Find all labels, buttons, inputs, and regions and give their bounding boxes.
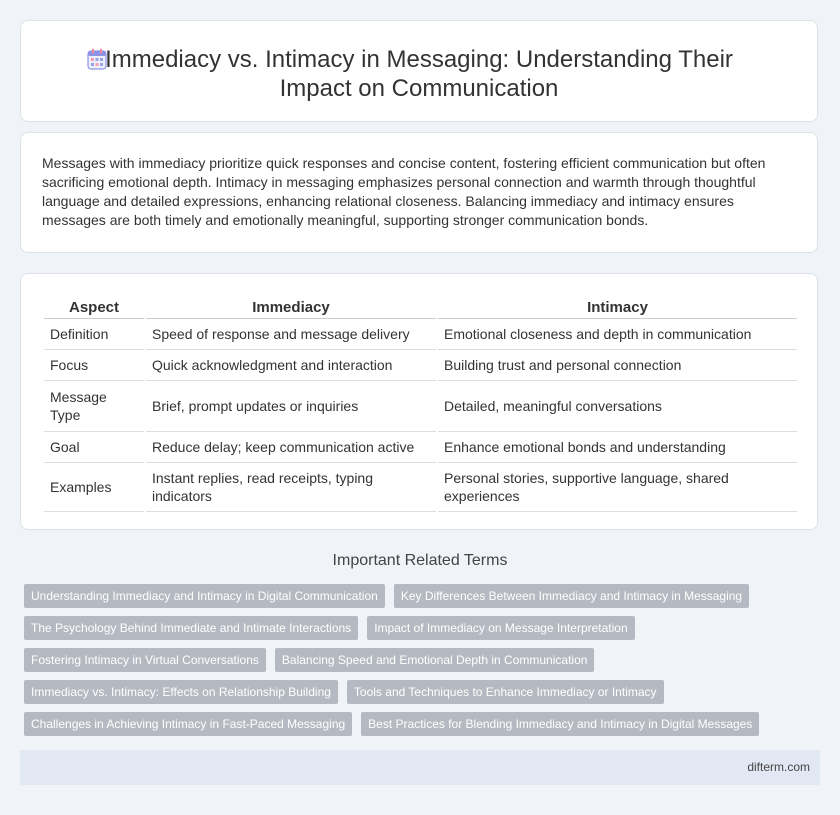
cell-intimacy: Enhance emotional bonds and understanding <box>438 432 797 463</box>
cell-intimacy: Personal stories, supportive language, shared experiences <box>438 463 797 512</box>
header-immediacy: Immediacy <box>146 296 436 319</box>
footer-site-link[interactable]: difterm.com <box>747 760 810 774</box>
intro-card <box>20 132 818 253</box>
cell-aspect: Examples <box>44 463 144 512</box>
related-term-tag[interactable]: Challenges in Achieving Intimacy in Fast-Paced Messaging <box>24 712 352 736</box>
related-terms-list <box>24 584 804 744</box>
cell-immediacy: Quick acknowledgment and interaction <box>146 350 436 381</box>
related-term-tag[interactable]: Tools and Techniques to Enhance Immediacy or Intimacy <box>347 680 664 704</box>
cell-aspect: Goal <box>44 432 144 463</box>
related-term-tag[interactable]: Impact of Immediacy on Message Interpretation <box>367 616 634 640</box>
header-aspect: Aspect <box>44 296 144 319</box>
page-title-line2: Impact on Communication <box>279 75 559 102</box>
table-header-row <box>44 296 797 319</box>
cell-immediacy: Reduce delay; keep communication active <box>146 432 436 463</box>
related-term-tag[interactable]: Key Differences Between Immediacy and Intimacy in Messaging <box>394 584 749 608</box>
footer <box>20 750 820 785</box>
cell-aspect: Message Type <box>44 381 144 432</box>
comparison-card <box>20 273 818 530</box>
related-term-tag[interactable]: Fostering Intimacy in Virtual Conversations <box>24 648 266 672</box>
table-row <box>44 463 797 512</box>
header-intimacy: Intimacy <box>438 296 797 319</box>
related-terms-title: Important Related Terms <box>332 552 508 569</box>
cell-immediacy: Brief, prompt updates or inquiries <box>146 381 436 432</box>
cell-immediacy: Speed of response and message delivery <box>146 319 436 350</box>
header-card <box>20 20 818 122</box>
related-term-tag[interactable]: Best Practices for Blending Immediacy and Intimacy in Digital Messages <box>361 712 759 736</box>
related-term-tag[interactable]: Balancing Speed and Emotional Depth in Communication <box>275 648 595 672</box>
page-title-line1: Immediacy vs. Intimacy in Messaging: Understanding Their <box>105 46 733 73</box>
table-row <box>44 381 797 432</box>
cell-immediacy: Instant replies, read receipts, typing indicators <box>146 463 436 512</box>
cell-aspect: Definition <box>44 319 144 350</box>
related-term-tag[interactable]: Immediacy vs. Intimacy: Effects on Relationship Building <box>24 680 338 704</box>
cell-aspect: Focus <box>44 350 144 381</box>
cell-intimacy: Building trust and personal connection <box>438 350 797 381</box>
table-row <box>44 350 797 381</box>
comparison-table <box>42 296 799 512</box>
cell-intimacy: Detailed, meaningful conversations <box>438 381 797 432</box>
intro-text: Messages with immediacy prioritize quick responses and concise content, fostering efficient communication but often sacrificing emotional depth. Intimacy in messaging emphasizes personal connection and warmth through thoughtful language and detailed expressions, enhancing relational closeness. Balancing immediacy and intimacy ensures messages are both timely and emotionally meaningful, supporting stronger communication bonds. <box>42 155 766 228</box>
cell-intimacy: Emotional closeness and depth in communication <box>438 319 797 350</box>
table-row <box>44 432 797 463</box>
page-title <box>21 45 817 103</box>
related-term-tag[interactable]: The Psychology Behind Immediate and Intimate Interactions <box>24 616 358 640</box>
related-term-tag[interactable]: Understanding Immediacy and Intimacy in Digital Communication <box>24 584 385 608</box>
table-row <box>44 319 797 350</box>
